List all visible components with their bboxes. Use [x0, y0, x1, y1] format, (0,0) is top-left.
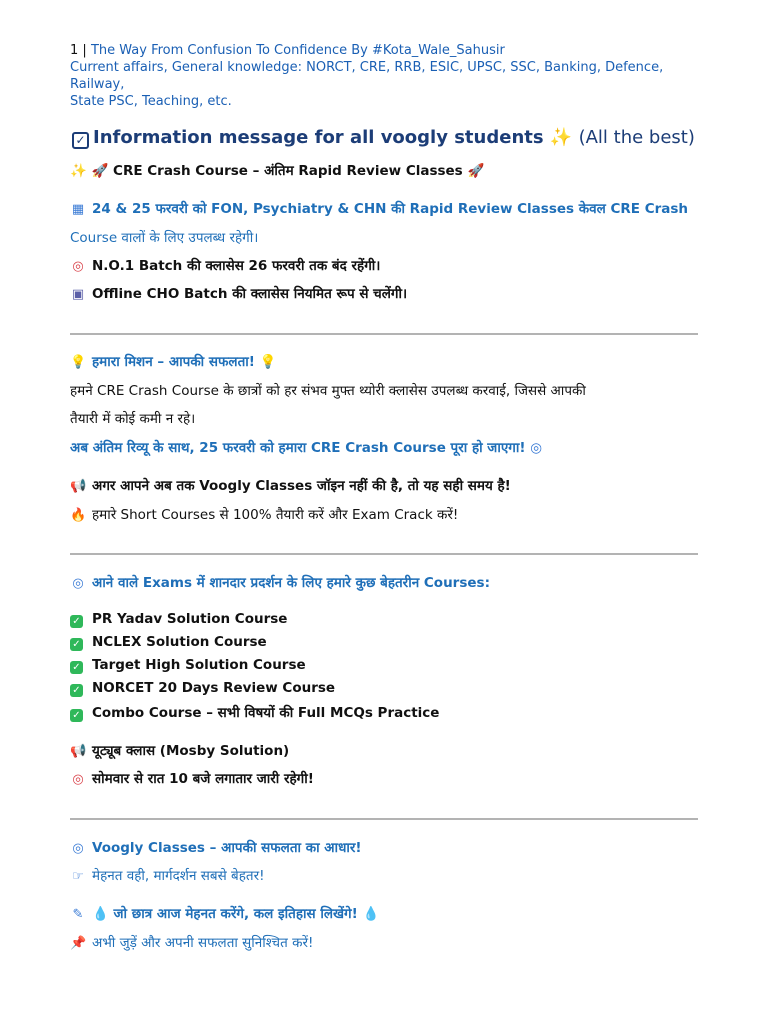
closing-heading-text: Voogly Classes – आपकी सफलता का आधार! — [92, 840, 362, 856]
schedule-line2: Course वालों के लिए उपलब्ध रहेगी। — [70, 230, 259, 246]
fire-icon: 🔥 — [70, 508, 87, 523]
course-item-label: Combo Course – सभी विषयों की Full MCQs Practice — [92, 705, 440, 721]
light-bulb-icon: 💡 — [70, 355, 87, 370]
course-complete-line — [70, 439, 700, 458]
target-icon: ◎ — [72, 772, 84, 787]
megaphone-icon: 📢 — [70, 744, 87, 759]
check-mark-icon: ✓ — [70, 709, 83, 722]
youtube-schedule-text: सोमवार से रात 10 बजे लगातार जारी रहेगी! — [92, 771, 314, 787]
short-courses-text: हमारे Short Courses से 100% तैयारी करें और Exam Crack करें! — [92, 507, 459, 523]
closing-line3 — [70, 934, 700, 953]
schedule-text1: 24 & 25 फरवरी को FON, Psychiatry & CHN की Rapid Review Classes केवल CRE Crash — [92, 201, 689, 217]
page-header — [70, 42, 710, 110]
check-mark-icon: ✓ — [70, 615, 83, 628]
check-mark-icon: ✓ — [70, 638, 83, 651]
target-icon: ◎ — [72, 841, 84, 856]
youtube-class-text: यूट्यूब क्लास (Mosby Solution) — [92, 743, 290, 759]
join-line — [70, 477, 700, 496]
list-item — [70, 704, 700, 723]
divider — [70, 333, 698, 335]
short-courses-line — [70, 506, 700, 525]
divider — [70, 818, 698, 820]
offline-batch-line — [70, 285, 700, 304]
divider — [70, 553, 698, 555]
checkbox-icon: ✓ — [72, 132, 89, 149]
hand-icon: ☞ — [72, 869, 84, 884]
header-title: The Way From Confusion To Confidence By #Kota_Wale_Sahusir — [90, 43, 505, 58]
check-mark-icon: ✓ — [70, 661, 83, 674]
check-mark-icon: ✓ — [70, 684, 83, 697]
list-item — [70, 610, 700, 629]
no1-batch-text: N.O.1 Batch की क्लासेस 26 फरवरी तक बंद रहेंगी। — [92, 258, 381, 274]
course-complete-text: अब अंतिम रिव्यू के साथ, 25 फरवरी को हमारा CRE Crash Course पूरा हो जाएगा! — [70, 440, 526, 456]
info-title-text: Information message for all voogly students — [93, 127, 544, 148]
header-separator: | — [82, 43, 87, 58]
mission-heading — [70, 353, 700, 372]
no1-batch-line — [70, 257, 700, 276]
course-item-label: PR Yadav Solution Course — [92, 611, 288, 627]
rocket-icon: 🚀 — [91, 163, 109, 179]
course-item-label: NCLEX Solution Course — [92, 634, 267, 650]
courses-heading-text: आने वाले Exams में शानदार प्रदर्शन के लिए हमारे कुछ बेहतरीन Courses: — [92, 575, 490, 591]
page-number: 1 — [70, 43, 79, 58]
closing-line1 — [70, 867, 700, 886]
note-icon: ✎ — [72, 907, 84, 922]
droplet-icon: 💧 — [92, 906, 109, 922]
schedule-line1 — [70, 200, 700, 219]
megaphone-icon: 📢 — [70, 479, 87, 494]
target-icon: ◎ — [72, 259, 84, 274]
join-text: अगर आपने अब तक Voogly Classes जॉइन नहीं की है, तो यह सही समय है! — [92, 478, 511, 494]
target-icon: ◎ — [72, 576, 84, 591]
calendar-icon: ▦ — [71, 202, 85, 217]
course-item-label: Target High Solution Course — [92, 657, 306, 673]
sparkles-icon: ✨ — [70, 163, 87, 179]
youtube-class-line — [70, 742, 700, 761]
rocket-icon: 🚀 — [467, 163, 485, 179]
info-title-suffix: (All the best) — [578, 127, 695, 148]
closing-line3-text: अभी जुड़ें और अपनी सफलता सुनिश्चित करें! — [92, 935, 314, 951]
offline-batch-text: Offline CHO Batch की क्लासेस नियमित रूप से चलेंगी। — [92, 286, 408, 302]
pushpin-icon: 📌 — [70, 936, 87, 951]
closing-heading — [70, 839, 700, 858]
mission-para-line2: तैयारी में कोई कमी न रहे। — [70, 411, 196, 427]
closing-line2 — [70, 905, 700, 924]
courses-heading — [70, 574, 700, 593]
youtube-schedule-line — [70, 770, 700, 789]
header-subtitle-line1: Current affairs, General knowledge: NORCT, CRE, RRB, ESIC, UPSC, SSC, Banking, Defence, Railway, — [70, 60, 664, 92]
course-item-label: NORCET 20 Days Review Course — [92, 680, 336, 696]
list-item — [70, 656, 700, 675]
crash-course-title: CRE Crash Course – अंतिम Rapid Review Classes — [113, 163, 463, 179]
sparkles-icon: ✨ — [549, 127, 573, 148]
light-bulb-icon: 💡 — [259, 354, 277, 370]
list-item — [70, 679, 700, 698]
target-icon: ◎ — [530, 440, 543, 456]
floppy-disk-icon: ▣ — [71, 287, 85, 302]
list-item — [70, 633, 700, 652]
info-title — [72, 126, 695, 150]
crash-course-line — [70, 162, 700, 181]
mission-heading-text: हमारा मिशन – आपकी सफलता! — [92, 354, 255, 370]
mission-para-line1: हमने CRE Crash Course के छात्रों को हर संभव मुफ्त थ्योरी क्लासेस उपलब्ध करवाई, जिससे आपकी — [70, 383, 586, 399]
droplet-icon: 💧 — [362, 906, 380, 922]
closing-line1-text: मेहनत वही, मार्गदर्शन सबसे बेहतर! — [92, 868, 265, 884]
header-subtitle-line2: State PSC, Teaching, etc. — [70, 94, 232, 109]
closing-line2-text: जो छात्र आज मेहनत करेंगे, कल इतिहास लिखेंगे! — [113, 906, 358, 922]
